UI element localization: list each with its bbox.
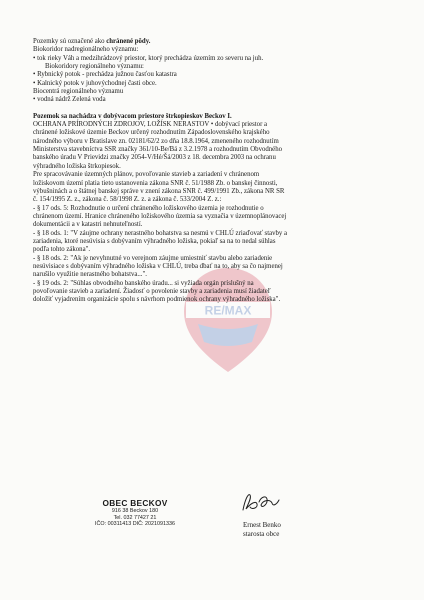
text-line: banského úradu V Prievidzi značky 2054-V/Hé/Šá/2003 z 18. decembra 2003 na ochranu xyxy=(33,154,276,162)
text-line: • vodná nádrž Zelená voda xyxy=(33,96,106,104)
watermark-brand: RE/MAX xyxy=(204,303,252,318)
text-line: Ministerstva stavebníctva SSR značky 361/10-Be/Bá z 3.2.1978 a rozhodnutím Obvodného xyxy=(33,146,282,154)
stamp-ids: IČO: 00311413 DIČ: 2021091336 xyxy=(95,521,175,528)
signatory-title: starosta obce xyxy=(243,529,280,538)
text-line: • Rybnický potok - prechádza južnou časťou katastra xyxy=(33,71,177,79)
text-line: - § 19 ods. 2: "Súhlas obvodného banského úradu... si vyžiada orgán príslušný na xyxy=(33,279,254,287)
text-line: - § 18 ods. 1: "V záujme ochrany nerastného bohatstva sa nesmú v CHLÚ zriaďovať stavby a xyxy=(33,229,288,237)
text-line: výhradného ložiska štrkopiesok. xyxy=(33,162,121,170)
text-line: chránené ložiskové územie Beckov určený rozhodnutím Západoslovenského krajského xyxy=(33,129,270,137)
text-line: - § 18 ods. 2: "Ak je nevyhnutné vo verejnom záujme umiestniť stavbu alebo zariadenie xyxy=(33,254,273,262)
text-line: národného výboru v Bratislave zn. 02181/62/2 zo dňa 18.8.1964, zmeneného rozhodnutím xyxy=(33,137,279,145)
text-line: Biocentrá regionálneho významu xyxy=(33,88,124,96)
text-line xyxy=(33,38,365,46)
text-line: • tok rieky Váh a medzihrádzový priestor, ktorý prechádza územím zo severu na juh. xyxy=(33,54,264,62)
text-line: narušilo využitie nerastného bohatstva...". xyxy=(33,271,147,279)
text-line: doložiť vyjadrením organizácie spolu s návrhom podmienok ochrany výhradného ložiska". xyxy=(33,296,281,304)
section-heading: Pozemok sa nachádza v dobývacom priestore štrkopieskov Beckov I. xyxy=(33,112,232,120)
text-line: č. 154/1995 Z. z., zákona č. 58/1998 Z. z. a zákona č. 533/2004 Z. z.: xyxy=(33,196,222,204)
text-line: zariadenia, ktoré nesúvisia s dobývaním výhradného ložiska, pokiaľ sa na to nedal súhlas xyxy=(33,237,276,245)
document-body xyxy=(33,38,365,305)
paragraph-gap xyxy=(33,105,365,113)
signatory-block xyxy=(243,521,281,538)
text-line: podľa tohto zákona". xyxy=(33,246,91,254)
text-line: • Kalnický potok v juhovýchodnej časti obce. xyxy=(33,79,157,87)
municipal-stamp xyxy=(89,498,181,528)
emphasis-text: chránené pôdy. xyxy=(106,38,151,45)
text-line: povoľovanie stavieb a zariadení. Žiadosť o povolenie stavby a zariadenia musí žiadateľ xyxy=(33,287,271,295)
text-line: Biokoridory regionálneho významu: xyxy=(45,63,144,71)
stamp-name: OBEC BECKOV xyxy=(102,498,168,508)
signatory-name: Ernest Benko xyxy=(243,521,281,529)
handwritten-signature xyxy=(233,489,303,515)
text-line: výbušninách a o štátnej banskej správe v znení zákona SNR č. 499/1991 Zb., zákona NR SR xyxy=(33,187,285,195)
stamp-phone: Tel. 032 77427 21 xyxy=(113,514,157,521)
text-line: dokumentácii a v katastri nehnuteľností. xyxy=(33,221,143,229)
stamp-address: 916 38 Beckov 180 xyxy=(111,508,159,514)
text-line: Pre spracovávanie územných plánov, povoľovanie stavieb a zariadení v chránenom xyxy=(33,171,260,179)
text-line: ložiskovom území platia tieto ustanovenia zákona SNR č. 51/1988 Zb. o banskej činnosti, xyxy=(33,179,278,187)
text-line: Biokoridor nadregionálneho významu: xyxy=(33,46,139,54)
text-line: nesúvisiace s dobývaním výhradného ložiska v CHLÚ, treba dbať na to, aby sa čo najmenej xyxy=(33,262,283,270)
text-line: - § 17 ods. 5: Rozhodnutie o určení chráneného ložiskového územia je rozhodnutie o xyxy=(33,204,264,212)
text-line: OCHRANA PRÍRODNÝCH ZDROJOV, LOŽÍSK NERASTOV • dobývací priestor a xyxy=(33,121,268,129)
text-segment: Pozemky sú označené ako xyxy=(33,38,107,45)
text-line: chránenom území. Hranice chráneného ložiskového územia sa vyznačia v územnoplánovacej xyxy=(33,212,287,220)
